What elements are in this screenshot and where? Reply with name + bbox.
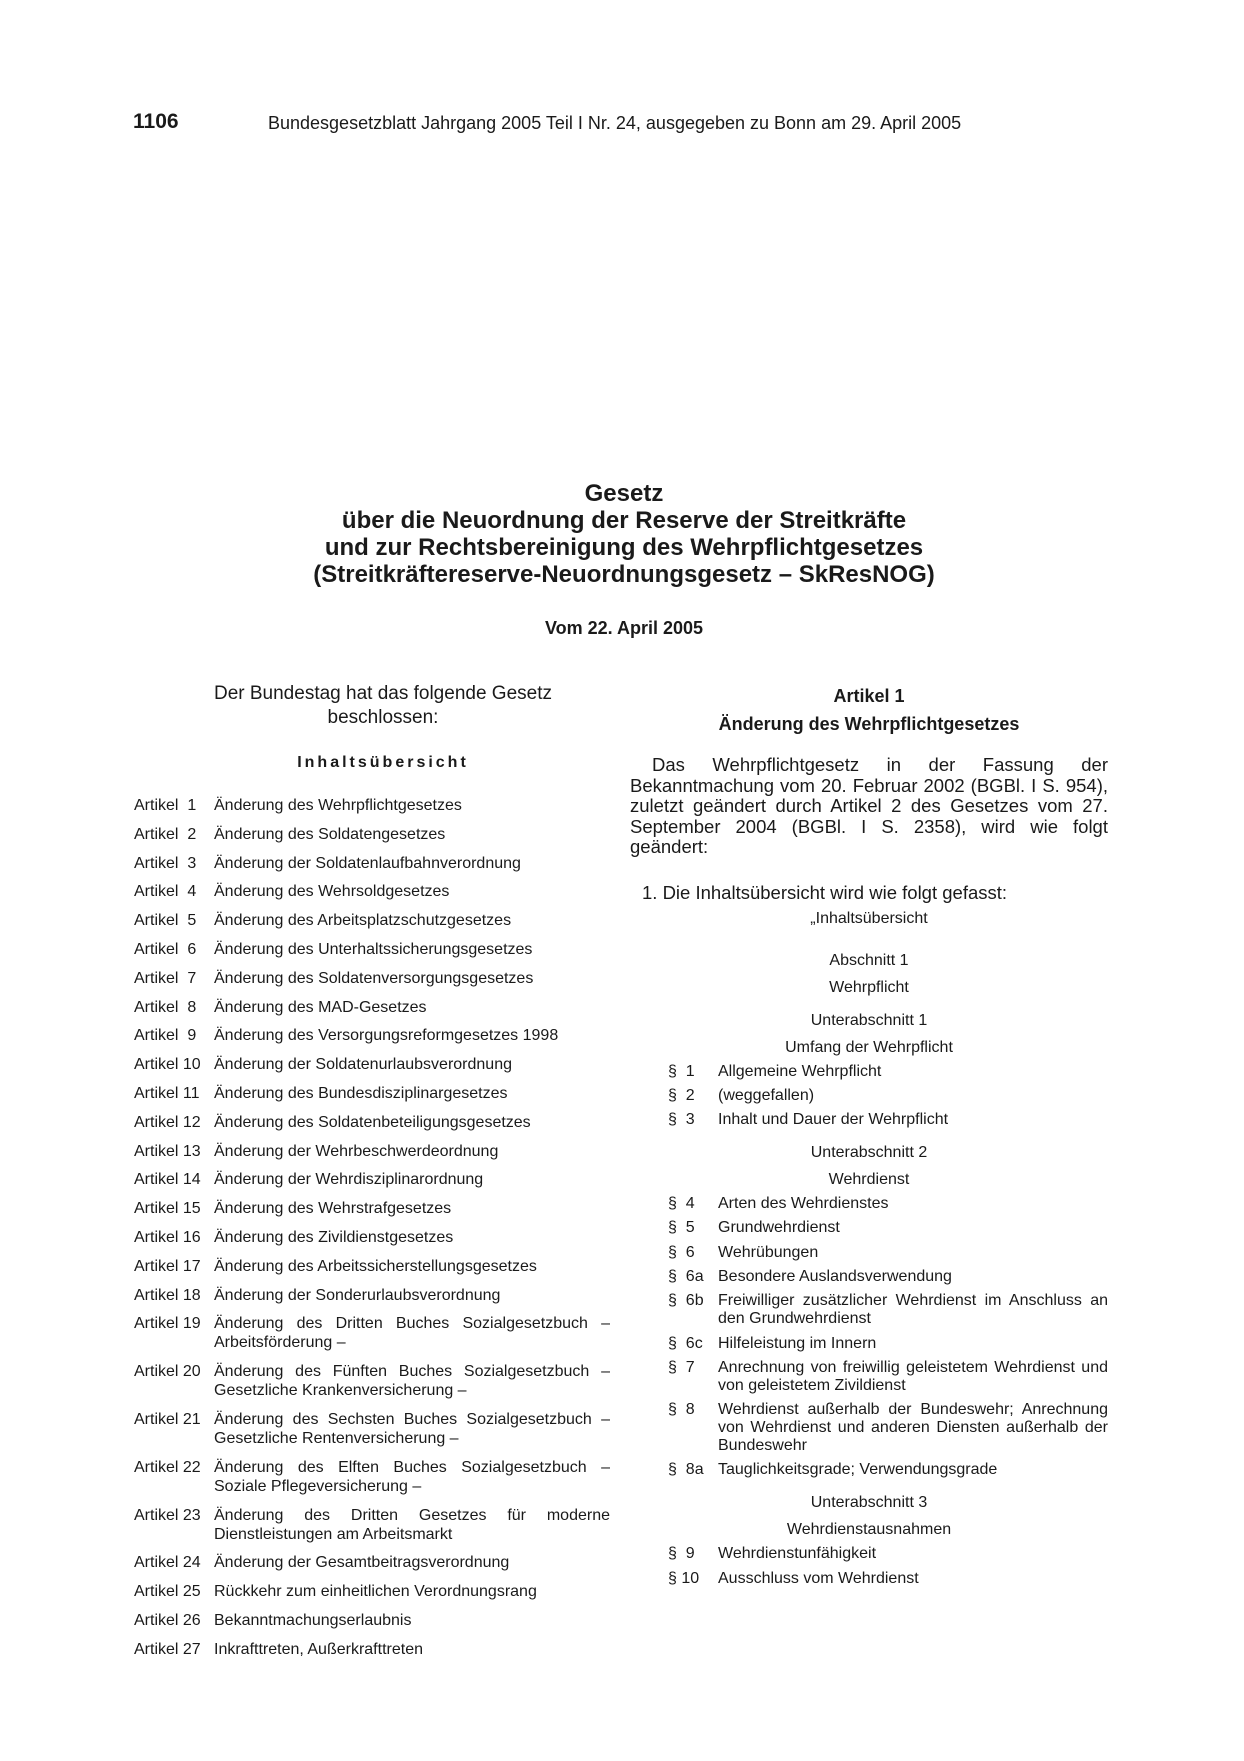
title-line: (Streitkräftereserve-Neuordnungsgesetz – SkResNOG) bbox=[313, 561, 935, 588]
article-title: Änderung des Elften Buches Sozialgesetzbuch – Soziale Pflegeversicherung – bbox=[214, 1458, 610, 1495]
paragraph-number: § 6a bbox=[668, 1267, 704, 1285]
article-title: Änderung des Versorgungsreformgesetzes 1998 bbox=[214, 1027, 559, 1045]
subsection-label: Unterabschnitt 3 bbox=[810, 1494, 928, 1512]
article-number: Artikel 27 bbox=[134, 1640, 201, 1658]
toc-row bbox=[134, 1170, 610, 1189]
article-number: Artikel 1 bbox=[134, 797, 197, 814]
paragraph-number: § 6 bbox=[668, 1243, 695, 1261]
article-number: Artikel 25 bbox=[134, 1583, 201, 1601]
article-title: Artikel 1 bbox=[833, 686, 905, 706]
toc-row bbox=[134, 1228, 610, 1247]
paragraph-row bbox=[668, 1292, 1108, 1328]
inner-toc-heading: „Inhaltsübersicht bbox=[810, 909, 928, 927]
toc-heading: Inhaltsübersicht bbox=[297, 754, 469, 771]
article-number: Artikel 6 bbox=[134, 940, 197, 958]
article-number: Artikel 23 bbox=[134, 1506, 201, 1524]
toc-row bbox=[134, 1026, 610, 1045]
paragraph-row bbox=[668, 1268, 1108, 1286]
article-title: Änderung des Arbeitssicherstellungsgesetzes bbox=[214, 1257, 537, 1275]
paragraph-title: Wehrdienst außerhalb der Bundeswehr; Anrechnung von Wehrdienst und anderen Diensten außerhalb der Bundeswehr bbox=[718, 1401, 1108, 1455]
toc-row bbox=[134, 796, 610, 815]
toc-row bbox=[134, 1084, 610, 1103]
article-title: Änderung des Wehrstrafgesetzes bbox=[214, 1200, 452, 1218]
toc-row bbox=[134, 1506, 610, 1544]
article-title: Änderung der Soldatenurlaubsverordnung bbox=[214, 1056, 512, 1074]
article-subtitle: Änderung des Wehrpflichtgesetzes bbox=[718, 714, 1020, 734]
paragraph-number: § 6c bbox=[668, 1334, 703, 1352]
article-number: Artikel 11 bbox=[134, 1084, 200, 1102]
toc-row bbox=[134, 1257, 610, 1276]
running-head: Bundesgesetzblatt Jahrgang 2005 Teil I Nr. 24, ausgegeben zu Bonn am 29. April 2005 bbox=[268, 113, 962, 133]
paragraph-row bbox=[668, 1063, 1108, 1081]
article-title: Änderung des Bundesdisziplinargesetzes bbox=[214, 1084, 508, 1102]
article-title: Änderung des Arbeitsplatzschutzgesetzes bbox=[214, 912, 512, 930]
article-title: Änderung des MAD-Gesetzes bbox=[214, 998, 427, 1016]
paragraph-number: § 4 bbox=[668, 1195, 695, 1213]
paragraph-row bbox=[668, 1401, 1108, 1455]
article-title: Änderung des Zivildienstgesetzes bbox=[214, 1228, 454, 1246]
paragraph-row bbox=[668, 1111, 1108, 1129]
article-title: Änderung des Dritten Gesetzes für moderne Dienstleistungen am Arbeitsmarkt bbox=[214, 1506, 610, 1543]
paragraph-title: Ausschluss vom Wehrdienst bbox=[718, 1569, 919, 1587]
toc-row bbox=[134, 1142, 610, 1161]
article-title: Änderung der Soldatenlaufbahnverordnung bbox=[214, 854, 521, 872]
toc-row bbox=[134, 1553, 610, 1572]
toc-row bbox=[134, 1314, 610, 1352]
article-number: Artikel 8 bbox=[134, 998, 197, 1016]
subsection-title: Umfang der Wehrpflicht bbox=[785, 1038, 953, 1056]
article-number: Artikel 19 bbox=[134, 1315, 201, 1333]
paragraph-number: § 3 bbox=[668, 1111, 695, 1129]
toc-row bbox=[134, 882, 610, 901]
paragraph-title: Tauglichkeitsgrade; Verwendungsgrade bbox=[718, 1461, 998, 1479]
article-number: Artikel 17 bbox=[134, 1257, 201, 1275]
article-number: Artikel 20 bbox=[134, 1363, 201, 1381]
subsection-title: Wehrdienstausnahmen bbox=[786, 1521, 952, 1539]
article-number: Artikel 14 bbox=[134, 1171, 201, 1189]
toc-row bbox=[134, 1410, 610, 1448]
article-title: Änderung des Soldatengesetzes bbox=[214, 825, 446, 843]
toc-row bbox=[134, 940, 610, 959]
section-label: Abschnitt 1 bbox=[829, 951, 909, 969]
toc-row bbox=[134, 1611, 610, 1630]
page-number: 1106 bbox=[133, 110, 179, 133]
subsection-label: Unterabschnitt 1 bbox=[810, 1011, 928, 1029]
law-date: Vom 22. April 2005 bbox=[544, 618, 704, 638]
paragraph-row bbox=[668, 1219, 1108, 1237]
paragraph-list bbox=[630, 1195, 1108, 1479]
paragraph-number: § 6b bbox=[668, 1292, 704, 1310]
paragraph-number: § 8 bbox=[668, 1401, 695, 1419]
toc-row bbox=[134, 1199, 610, 1218]
left-column bbox=[134, 682, 610, 1669]
paragraph-number: § 5 bbox=[668, 1219, 695, 1237]
paragraph-title: Wehrdienstunfähigkeit bbox=[718, 1545, 877, 1563]
paragraph-row bbox=[668, 1570, 1108, 1588]
paragraph-list bbox=[630, 1545, 1108, 1587]
paragraph-list bbox=[630, 1063, 1108, 1130]
article-title: Änderung des Soldatenbeteiligungsgesetzes bbox=[214, 1113, 531, 1131]
subsection-label: Unterabschnitt 2 bbox=[810, 1144, 928, 1162]
law-title bbox=[134, 480, 1114, 588]
article-title: Änderung des Wehrpflichtgesetzes bbox=[214, 797, 462, 814]
title-line: Gesetz bbox=[584, 480, 664, 507]
paragraph-row bbox=[668, 1195, 1108, 1213]
paragraph-title: Wehrübungen bbox=[718, 1243, 819, 1261]
title-line: über die Neuordnung der Reserve der Streitkräfte bbox=[341, 507, 907, 534]
article-title: Änderung der Wehrdisziplinarordnung bbox=[214, 1171, 484, 1189]
article-number: Artikel 9 bbox=[134, 1027, 197, 1045]
article-number: Artikel 5 bbox=[134, 912, 197, 930]
article-number: Artikel 7 bbox=[134, 969, 197, 987]
article-title: Änderung der Wehrbeschwerdeordnung bbox=[214, 1142, 499, 1160]
paragraph-title: Allgemeine Wehrpflicht bbox=[718, 1062, 882, 1080]
section-title: Wehrpflicht bbox=[829, 978, 909, 996]
paragraph-title: (weggefallen) bbox=[718, 1086, 815, 1104]
paragraph-row bbox=[668, 1087, 1108, 1105]
paragraph-title: Hilfeleistung im Innern bbox=[718, 1334, 877, 1352]
article-number: Artikel 26 bbox=[134, 1611, 201, 1629]
article-number: Artikel 16 bbox=[134, 1228, 201, 1246]
article-title: Änderung des Fünften Buches Sozialgesetzbuch – Gesetzliche Krankenversicherung – bbox=[214, 1363, 610, 1400]
article-number: Artikel 10 bbox=[134, 1056, 201, 1074]
paragraph-row bbox=[668, 1359, 1108, 1395]
paragraph-number: § 7 bbox=[668, 1358, 695, 1376]
paragraph-title: Inhalt und Dauer der Wehrpflicht bbox=[718, 1111, 949, 1129]
toc-row bbox=[134, 1458, 610, 1496]
paragraph-title: Besondere Auslandsverwendung bbox=[718, 1267, 952, 1285]
article-number: Artikel 21 bbox=[134, 1410, 201, 1428]
paragraph-number: § 9 bbox=[668, 1545, 695, 1563]
article-number: Artikel 18 bbox=[134, 1286, 201, 1304]
article-title: Änderung des Dritten Buches Sozialgesetzbuch – Arbeitsförderung – bbox=[214, 1315, 610, 1352]
right-column bbox=[630, 682, 1108, 1588]
toc-row bbox=[134, 1286, 610, 1305]
paragraph-number: § 2 bbox=[668, 1086, 695, 1104]
toc-list bbox=[134, 796, 610, 1659]
paragraph-title: Grundwehrdienst bbox=[718, 1219, 840, 1237]
subsection-title: Wehrdienst bbox=[828, 1171, 910, 1189]
toc-row bbox=[134, 1362, 610, 1400]
article-title: Änderung der Sonderurlaubsverordnung bbox=[214, 1286, 501, 1304]
title-line: und zur Rechtsbereinigung des Wehrpflichtgesetzes bbox=[324, 534, 924, 561]
article-title: Änderung des Wehrsoldgesetzes bbox=[214, 883, 450, 901]
article-title: Bekanntmachungserlaubnis bbox=[214, 1611, 412, 1629]
toc-row bbox=[134, 825, 610, 844]
paragraph-title: Arten des Wehrdienstes bbox=[718, 1195, 889, 1213]
article-title: Änderung des Sechsten Buches Sozialgesetzbuch – Gesetzliche Rentenversicherung – bbox=[214, 1410, 610, 1447]
toc-row bbox=[134, 998, 610, 1017]
article-body: Das Wehrpflichtgesetz in der Fassung der Bekanntmachung vom 20. Februar 2002 (BGBl. I S. 954), zuletzt geändert durch Artikel 2 des Gesetzes vom 27. September 2004 (BGBl. I S. 2358), wird wie folgt geändert: bbox=[630, 754, 1108, 857]
article-number: Artikel 13 bbox=[134, 1142, 201, 1160]
toc-row bbox=[134, 1640, 610, 1659]
toc-row bbox=[134, 1055, 610, 1074]
paragraph-number: § 10 bbox=[668, 1569, 700, 1587]
toc-row bbox=[134, 1582, 610, 1601]
toc-row bbox=[134, 911, 610, 930]
article-title: Änderung der Gesamtbeitragsverordnung bbox=[214, 1554, 510, 1572]
article-number: Artikel 2 bbox=[134, 825, 197, 843]
article-number: Artikel 15 bbox=[134, 1200, 201, 1218]
article-title: Änderung des Soldatenversorgungsgesetzes bbox=[214, 969, 534, 987]
toc-row bbox=[134, 1113, 610, 1132]
intro-text: Der Bundestag hat das folgende Gesetz beschlossen: bbox=[213, 683, 552, 728]
article-number: Artikel 22 bbox=[134, 1458, 201, 1476]
article-number: Artikel 3 bbox=[134, 854, 197, 872]
article-title: Inkrafttreten, Außerkrafttreten bbox=[214, 1640, 423, 1658]
article-title: Rückkehr zum einheitlichen Verordnungsrang bbox=[214, 1583, 537, 1601]
paragraph-title: Anrechnung von freiwillig geleistetem Wehrdienst und von geleistetem Zivildienst bbox=[718, 1358, 1108, 1394]
article-title: Änderung des Unterhaltssicherungsgesetzes bbox=[214, 940, 533, 958]
article-number: Artikel 12 bbox=[134, 1113, 201, 1131]
paragraph-number: § 1 bbox=[668, 1062, 695, 1080]
toc-row bbox=[134, 969, 610, 988]
amendment-item: 1. Die Inhaltsübersicht wird wie folgt gefasst: bbox=[642, 881, 1008, 903]
paragraph-title: Freiwilliger zusätzlicher Wehrdienst im Anschluss an den Grundwehrdienst bbox=[718, 1292, 1108, 1328]
paragraph-row bbox=[668, 1545, 1108, 1563]
article-number: Artikel 4 bbox=[134, 883, 197, 901]
article-number: Artikel 24 bbox=[134, 1554, 201, 1572]
paragraph-number: § 8a bbox=[668, 1461, 704, 1479]
paragraph-row bbox=[668, 1244, 1108, 1262]
toc-row bbox=[134, 854, 610, 873]
paragraph-row bbox=[668, 1335, 1108, 1353]
paragraph-row bbox=[668, 1461, 1108, 1479]
